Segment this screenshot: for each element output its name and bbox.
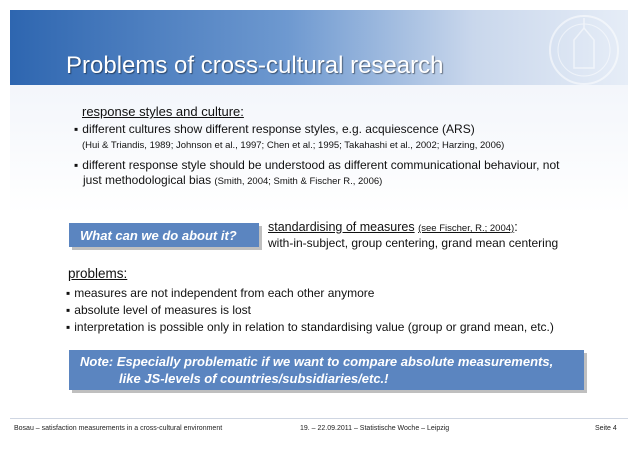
- note-line-1: Note: Especially problematic if we want to compare absolute measurements,: [80, 354, 554, 369]
- note-line-2: like JS-levels of countries/subsidiaries/etc.!: [119, 371, 389, 386]
- footer-center: 19. – 22.09.2011 – Statistische Woche – Leipzig: [300, 425, 450, 432]
- footer-page-number: Seite 4: [595, 425, 617, 432]
- problem-item: ▪ measures are not independent from each other anymore: [66, 286, 374, 300]
- answer-heading-ref: (see Fischer, R.; 2004): [418, 223, 515, 234]
- bullet-response-styles-refs: (Hui & Triandis, 1989; Johnson et al., 1997; Chen et al.; 1995; Takahashi et al., 2002; Harzing, 2006): [82, 140, 505, 151]
- problems-heading: problems:: [68, 266, 128, 281]
- bullet-continuation: [83, 173, 382, 187]
- answer-heading-text: standardising of measures: [268, 220, 415, 234]
- problem-item: ▪ absolute level of measures is lost: [66, 303, 251, 317]
- slide-title: Problems of cross-cultural research: [66, 52, 444, 79]
- bullet-continuation-refs: (Smith, 2004; Smith & Fischer R., 2006): [214, 176, 383, 187]
- problem-item: ▪ interpretation is possible only in relation to standardising value (group or grand mean, etc.): [66, 320, 554, 334]
- question-callout: [69, 223, 259, 247]
- bullet-response-styles: ▪ different cultures show different response styles, e.g. acquiescence (ARS): [74, 122, 475, 136]
- note-callout: [69, 350, 584, 390]
- university-seal-logo: [540, 10, 628, 85]
- answer-detail: with-in-subject, group centering, grand mean centering: [268, 236, 559, 250]
- footer-left: Bosau – satisfaction measurements in a cross-cultural environment: [14, 425, 223, 432]
- question-callout-text: What can we do about it?: [80, 228, 237, 243]
- answer-heading-colon: :: [514, 220, 518, 234]
- bullet-communicational-behaviour: ▪ different response style should be understood as different communicational behaviour, not: [74, 158, 559, 172]
- section-heading-response-styles: response styles and culture:: [82, 104, 244, 119]
- footer-divider: [10, 418, 628, 419]
- bullet-continuation-text: just methodological bias: [83, 173, 212, 187]
- answer-heading: [268, 220, 518, 234]
